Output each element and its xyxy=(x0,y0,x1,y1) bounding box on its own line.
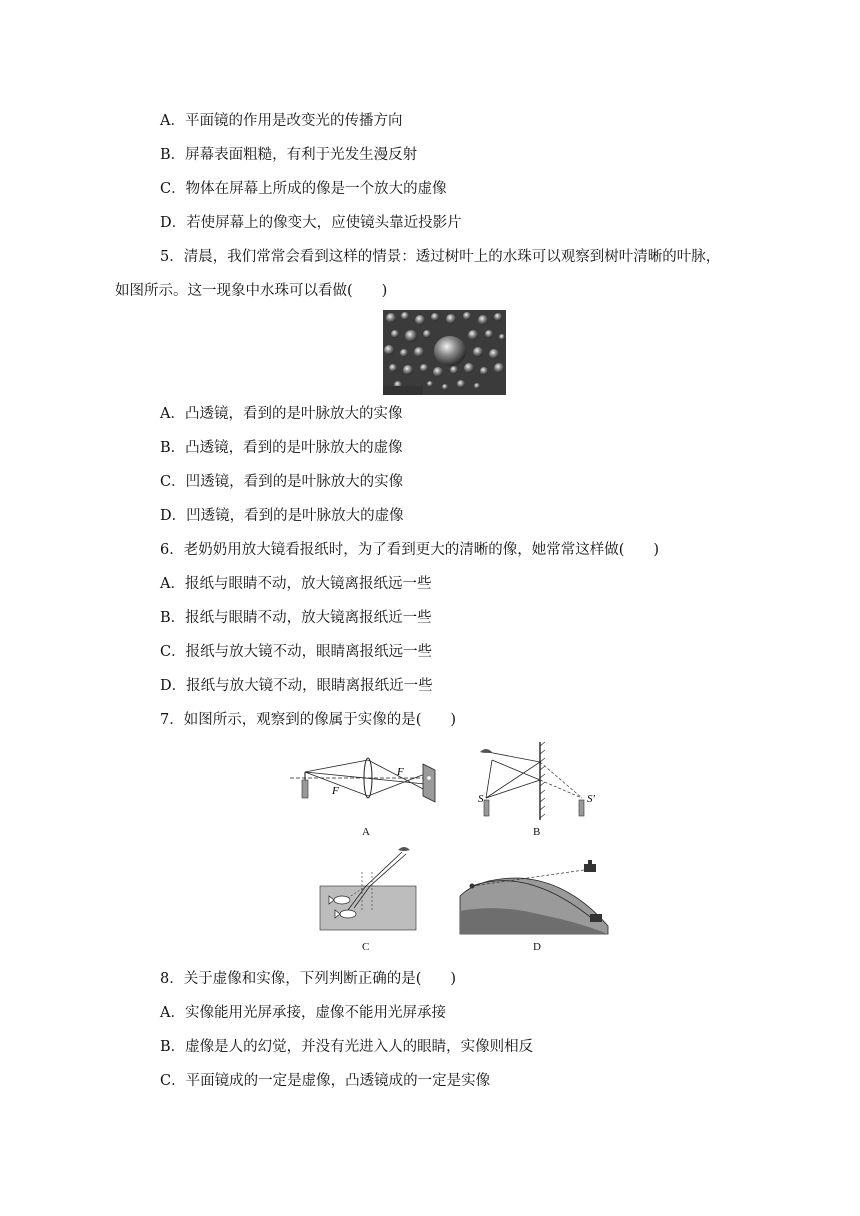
q4-option-b: B．屏幕表面粗糙，有利于光发生漫反射 xyxy=(160,147,418,163)
q8-option-b: B．虚像是人的幻觉，并没有光进入人的眼睛，实像则相反 xyxy=(160,1039,534,1055)
object-label-s: S xyxy=(478,793,484,805)
q8-option-c: C．平面镜成的一定是虚像，凸透镜成的一定是实像 xyxy=(160,1073,491,1089)
q8-stem: 8．关于虚像和实像，下列判断正确的是( ) xyxy=(160,971,457,987)
figure-b-caption: B xyxy=(533,826,541,838)
figure-d-caption: D xyxy=(533,941,541,953)
q6-stem: 6．老奶奶用放大镜看报纸时，为了看到更大的清晰的像，她常常这样做( ) xyxy=(160,542,660,558)
q5-option-b: B．凸透镜，看到的是叶脉放大的虚像 xyxy=(160,440,403,456)
q6-option-b: B．报纸与眼睛不动，放大镜离报纸近一些 xyxy=(160,610,432,626)
water-droplets-photo xyxy=(383,310,506,395)
q6-option-a: A．报纸与眼睛不动，放大镜离报纸远一些 xyxy=(160,576,432,592)
q5-stem-line1: 5．清晨，我们常常会看到这样的情景：透过树叶上的水珠可以观察到树叶清晰的叶脉， xyxy=(160,249,721,265)
figure-a-convex-lens-diagram xyxy=(285,748,445,808)
figure-b-plane-mirror-diagram xyxy=(470,740,610,822)
q5-stem-line2: 如图所示。这一现象中水珠可以看做( ) xyxy=(115,283,388,299)
figure-a-caption: A xyxy=(362,826,370,838)
figure-d-mirage-diagram xyxy=(458,856,614,936)
figure-c-caption: C xyxy=(362,941,370,953)
q4-option-d: D．若使屏幕上的像变大，应使镜头靠近投影片 xyxy=(160,215,462,231)
q7-stem: 7．如图所示，观察到的像属于实像的是( ) xyxy=(160,712,457,728)
focal-point-label-1: F xyxy=(397,766,404,778)
q5-option-c: C．凹透镜，看到的是叶脉放大的实像 xyxy=(160,474,404,490)
focal-point-label-2: F xyxy=(332,785,339,797)
q6-option-c: C．报纸与放大镜不动，眼睛离报纸远一些 xyxy=(160,644,433,660)
q4-option-a: A．平面镜的作用是改变光的传播方向 xyxy=(160,113,403,129)
q6-option-d: D．报纸与放大镜不动，眼睛离报纸近一些 xyxy=(160,678,433,694)
image-label-s-prime: S′ xyxy=(587,793,595,805)
q8-option-a: A．实像能用光屏承接，虚像不能用光屏承接 xyxy=(160,1005,446,1021)
q4-option-c: C．物体在屏幕上所成的像是一个放大的虚像 xyxy=(160,181,447,197)
q5-option-a: A．凸透镜，看到的是叶脉放大的实像 xyxy=(160,406,403,422)
q5-option-d: D．凹透镜，看到的是叶脉放大的虚像 xyxy=(160,508,404,524)
figure-c-refraction-fish-diagram xyxy=(318,842,418,932)
